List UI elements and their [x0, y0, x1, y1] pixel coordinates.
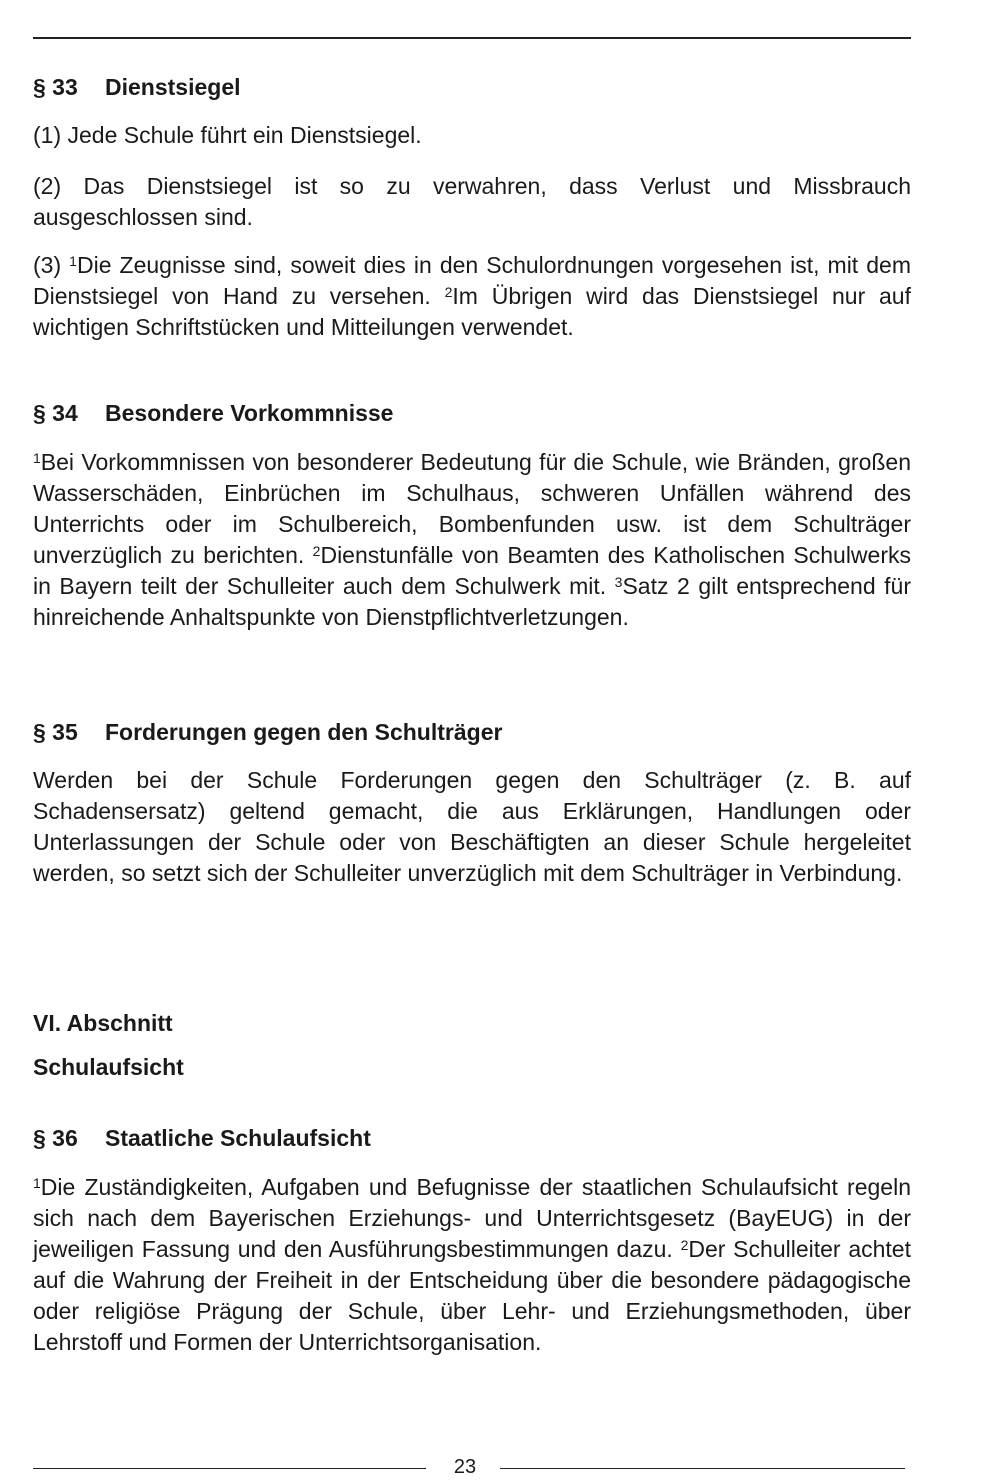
- chapter-label: VI. Abschnitt: [33, 1010, 173, 1036]
- sentence-text: Die Zeugnisse sind, soweit dies in den Schulordnungen vorgesehen ist, mit dem Dienstsiegel von Hand zu versehen.: [33, 252, 911, 309]
- section-33-paragraph-3: [33, 250, 911, 343]
- section-34-paragraph: [33, 447, 911, 633]
- section-33-paragraph-2: [33, 171, 911, 233]
- section-34: [33, 398, 911, 428]
- section-33-paragraph-1: [33, 120, 911, 151]
- sentence-marker: 2: [444, 284, 453, 300]
- section-36: [33, 1123, 911, 1153]
- paragraph-text: (1) Jede Schule führt ein Dienstsiegel.: [33, 122, 422, 148]
- section-title: Besondere Vorkommnisse: [105, 400, 394, 426]
- section-number: § 36: [33, 1125, 78, 1151]
- sentence-text: Bei Vorkommnissen von besonderer Bedeutung für die Schule, wie Bränden, großen Wasserschäden, Einbrüchen im Schulhaus, schweren Unfällen während des Unterrichts oder im Schulbereich, Bombenfunden usw. ist dem Schulträger unverzüglich zu berichten.: [33, 449, 911, 568]
- sentence-marker: 1: [33, 450, 41, 466]
- section-33-heading: [33, 72, 911, 102]
- paragraph-number: (3): [33, 252, 70, 278]
- footer-rule-right: [500, 1468, 905, 1469]
- section-title: Staatliche Schulaufsicht: [105, 1125, 371, 1151]
- section-number: § 35: [33, 719, 78, 745]
- paragraph-text: [33, 1172, 911, 1358]
- sentence-text: Satz 2 gilt entsprechend für hinreichende Anhaltspunkte von Dienstpflichtverletzungen.: [33, 573, 912, 630]
- section-title: Dienstsiegel: [105, 74, 241, 100]
- paragraph-text: (2) Das Dienstsiegel ist so zu verwahren, dass Verlust und Missbrauch ausgeschlossen sind.: [33, 173, 911, 230]
- sentence-text: Im Übrigen wird das Dienstsiegel nur auf wichtigen Schriftstücken und Mitteilungen verwendet.: [33, 283, 911, 340]
- top-divider: [33, 37, 911, 39]
- section-36-paragraph: [33, 1172, 911, 1358]
- sentence-marker: 3: [614, 574, 623, 590]
- section-35-heading: [33, 717, 911, 747]
- chapter-heading: [33, 1008, 911, 1038]
- sentence-marker: 2: [312, 543, 321, 559]
- section-35: [33, 717, 911, 747]
- chapter-title: Schulaufsicht: [33, 1054, 184, 1080]
- section-number: § 34: [33, 400, 78, 426]
- section-number: § 33: [33, 74, 78, 100]
- paragraph-text: Werden bei der Schule Forderungen gegen den Schulträger (z. B. auf Schadensersatz) geltend gemacht, die aus Erklärungen, Handlungen oder Unterlassungen der Schule oder von Beschäftigten an dieser Schule hergeleitet werden, so setzt sich der Schulleiter unverzüglich mit dem Schulträger in Verbindung.: [33, 767, 911, 886]
- section-33: [33, 72, 911, 102]
- sentence-marker: 1: [69, 253, 77, 269]
- sentence-text: Die Zuständigkeiten, Aufgaben und Befugnisse der staatlichen Schulaufsicht regeln sich nach dem Bayerischen Erziehungs- und Unterrichtsgesetz (BayEUG) in der jeweiligen Fassung und den Ausführungsbestimmungen dazu.: [33, 1174, 911, 1262]
- footer-rule-left: [33, 1468, 426, 1469]
- section-35-paragraph: [33, 765, 911, 889]
- chapter-title-block: [33, 1052, 911, 1082]
- section-title: Forderungen gegen den Schulträger: [105, 719, 503, 745]
- paragraph-text: [33, 447, 911, 633]
- paragraph-text: [33, 250, 911, 343]
- section-36-heading: [33, 1123, 911, 1153]
- sentence-marker: 2: [680, 1237, 689, 1253]
- sentence-marker: 1: [33, 1175, 41, 1191]
- sentence-text: Der Schulleiter achtet auf die Wahrung der Freiheit in der Entscheidung über die besondere pädagogische oder religiöse Prägung der Schule, über Lehr- und Erziehungsmethoden, über Lehrstoff und Formen der Unterrichtsorganisation.: [33, 1236, 911, 1355]
- page-number: 23: [453, 1456, 477, 1478]
- section-34-heading: [33, 398, 911, 428]
- sentence-text: Dienstunfälle von Beamten des Katholischen Schulwerks in Bayern teilt der Schulleiter auch dem Schulwerk mit.: [33, 542, 911, 599]
